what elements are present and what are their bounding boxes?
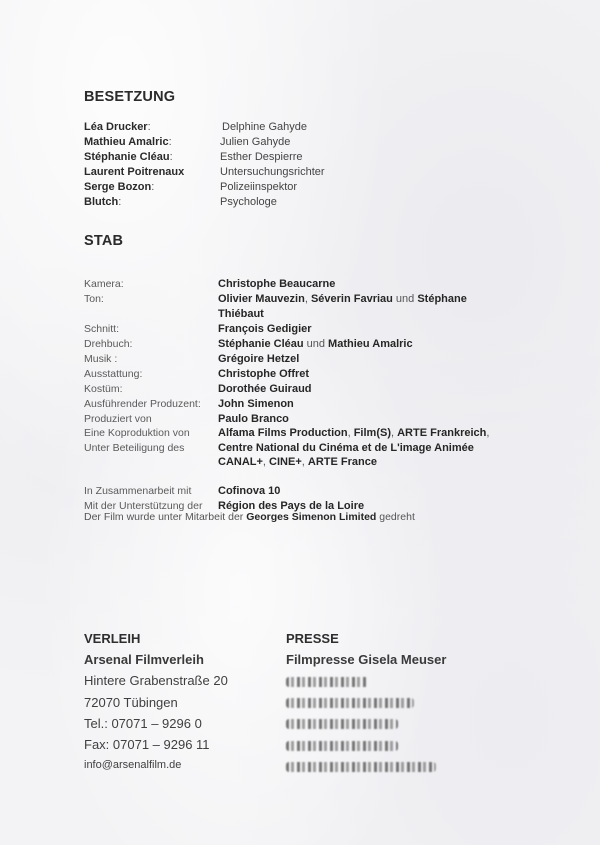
crew-role-label: Mit der Unterstützung der	[84, 500, 203, 512]
text-run: ,	[304, 293, 311, 305]
text-run: François Gedigier	[218, 323, 312, 335]
press-redacted-line	[286, 734, 446, 755]
text-run: Centre National du Cinéma et de L'image Animée	[218, 442, 474, 454]
cast-row	[84, 165, 325, 180]
text-run: Stéphane	[417, 293, 467, 305]
text-run: und	[303, 338, 329, 350]
crew-role-label: Ausstattung:	[84, 368, 143, 380]
crew-role-label: Musik :	[84, 353, 118, 365]
text-run: Grégoire Hetzel	[218, 353, 300, 365]
text-run: Dorothée Guiraud	[218, 383, 312, 395]
text-run: gedreht	[376, 511, 415, 523]
text-run: Olivier Mauvezin	[218, 293, 305, 305]
cast-actor: Stéphanie Cléau	[84, 151, 170, 163]
crew-value	[218, 412, 289, 427]
text-run: Mathieu Amalric	[328, 338, 413, 350]
distributor-email: info@arsenalfilm.de	[84, 759, 182, 772]
text-run: CINE+	[269, 456, 302, 468]
cast-actor: Laurent Poitrenaux	[84, 166, 185, 178]
distributor-fax: Fax: 07071 – 9296 11	[84, 737, 210, 753]
text-run: Der Film wurde unter Mitarbeit der	[84, 511, 247, 523]
cast-row: Léa Drucker: Delphine Gahyde	[84, 121, 308, 133]
distributor-name: Arsenal Filmverleih	[84, 652, 204, 668]
press-redacted-line	[286, 692, 446, 713]
text-run: ARTE Frankreich	[397, 427, 487, 439]
cast-actor: Mathieu Amalric	[84, 136, 169, 148]
crew-value	[218, 307, 264, 322]
press-block	[286, 628, 446, 776]
text-run: ,	[486, 427, 490, 439]
cast-row: Blutch: Psychologe	[84, 196, 277, 208]
cast-row: Serge Bozon: Polizeiinspektor	[84, 181, 298, 193]
crew-value	[218, 322, 312, 337]
crew-role-label: Unter Beteiligung des	[84, 442, 185, 454]
press-name: Filmpresse Gisela Meuser	[286, 652, 447, 668]
crew-value	[218, 292, 467, 307]
text-run: Cofinova 10	[218, 485, 281, 497]
text-run: ,	[390, 427, 398, 439]
crew-value	[218, 367, 309, 382]
press-redacted-line	[286, 755, 446, 776]
crew-role-label: In Zusammenarbeit mit	[84, 485, 192, 497]
crew-value	[218, 441, 474, 456]
text-run: ARTE France	[307, 456, 377, 468]
text-run: CANAL+	[218, 456, 263, 468]
crew-value	[218, 455, 377, 470]
cast-actor: Léa Drucker	[84, 121, 148, 133]
cast-role: Polizeiinspektor	[220, 181, 298, 193]
cast-row: Mathieu Amalric: Julien Gahyde	[84, 136, 291, 148]
text-run: Paulo Branco	[218, 413, 289, 425]
besetzung-heading: BESETZUNG	[84, 89, 176, 105]
crew-role-label: Ausführender Produzent:	[84, 398, 201, 410]
crew-role-label: Eine Koproduktion von	[84, 427, 190, 439]
distributor-city: 72070 Tübingen	[84, 694, 178, 710]
cast-role: Delphine Gahyde	[222, 121, 308, 133]
crew-role-label: Kostüm:	[84, 383, 123, 395]
cast-actor: Serge Bozon	[84, 181, 152, 193]
text-run: Film(S)	[353, 427, 391, 439]
text-run: und	[392, 293, 418, 305]
text-run: ,	[347, 427, 354, 439]
text-run: Georges Simenon Limited	[246, 511, 377, 523]
verleih-heading: VERLEIH	[84, 631, 141, 646]
crew-value	[218, 426, 489, 441]
press-redacted-line	[286, 670, 446, 691]
presse-heading: PRESSE	[286, 631, 339, 646]
text-run: Région des Pays de la Loire	[218, 500, 365, 512]
cast-role: Psychologe	[220, 196, 277, 208]
crew-value	[218, 352, 299, 367]
crew-role-label: Kamera:	[84, 278, 124, 290]
text-run: Stéphanie Cléau	[218, 338, 304, 350]
cast-role: Esther Despierre	[220, 151, 303, 163]
text-run: John Simenon	[218, 398, 294, 410]
stab-heading: STAB	[84, 233, 124, 249]
press-redacted-line	[286, 713, 446, 734]
crew-value	[218, 382, 312, 397]
crew-value	[218, 484, 280, 499]
crew-role-label: Schnitt:	[84, 323, 120, 335]
crew-role-label: Produziert von	[84, 413, 152, 425]
text-run: Christophe Beaucarne	[218, 278, 336, 290]
crew-value	[218, 337, 413, 352]
crew-role-label: Ton:	[84, 293, 104, 305]
cast-row: Stéphanie Cléau: Esther Despierre	[84, 151, 303, 163]
distributor-phone: Tel.: 07071 – 9296 0	[84, 715, 202, 731]
distributor-block	[84, 628, 228, 776]
text-run: Thiébaut	[218, 308, 264, 320]
crew-role-label: Drehbuch:	[84, 338, 133, 350]
text-run: ,	[262, 456, 270, 468]
cast-actor: Blutch	[84, 196, 119, 208]
text-run: Christophe Offret	[218, 368, 310, 380]
text-run: Alfama Films Production	[218, 427, 348, 439]
text-run: Séverin Favriau	[310, 293, 393, 305]
cast-role: Julien Gahyde	[220, 136, 291, 148]
production-note	[84, 511, 415, 523]
crew-value	[218, 397, 294, 412]
crew-value	[218, 277, 335, 292]
text-run: ,	[301, 456, 308, 468]
cast-role: Untersuchungsrichter	[220, 166, 325, 178]
distributor-street: Hintere Grabenstraße 20	[84, 673, 228, 689]
